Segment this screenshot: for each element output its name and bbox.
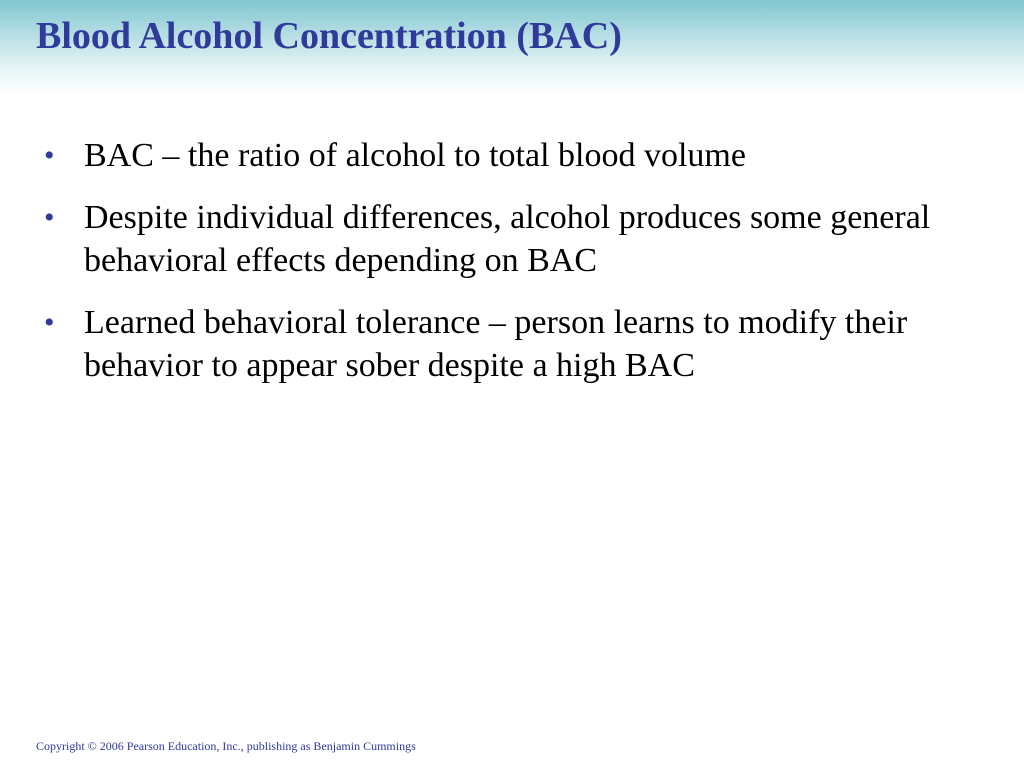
bullet-item [44, 301, 984, 387]
bullet-text: Learned behavioral tolerance – person learns to modify their behavior to appear sober despite a high BAC [84, 304, 908, 384]
bullet-item [44, 134, 984, 177]
bullet-list [44, 134, 984, 406]
bullet-marker: • [44, 201, 55, 234]
bullet-item [44, 196, 984, 282]
slide-title: Blood Alcohol Concentration (BAC) [36, 15, 622, 57]
bullet-marker: • [44, 139, 55, 172]
copyright-footer: Copyright © 2006 Pearson Education, Inc., publishing as Benjamin Cummings [36, 739, 416, 753]
bullet-text: BAC – the ratio of alcohol to total blood volume [84, 137, 746, 174]
bullet-marker: • [44, 306, 55, 339]
bullet-text: Despite individual differences, alcohol produces some general behavioral effects depending on BAC [84, 199, 931, 279]
